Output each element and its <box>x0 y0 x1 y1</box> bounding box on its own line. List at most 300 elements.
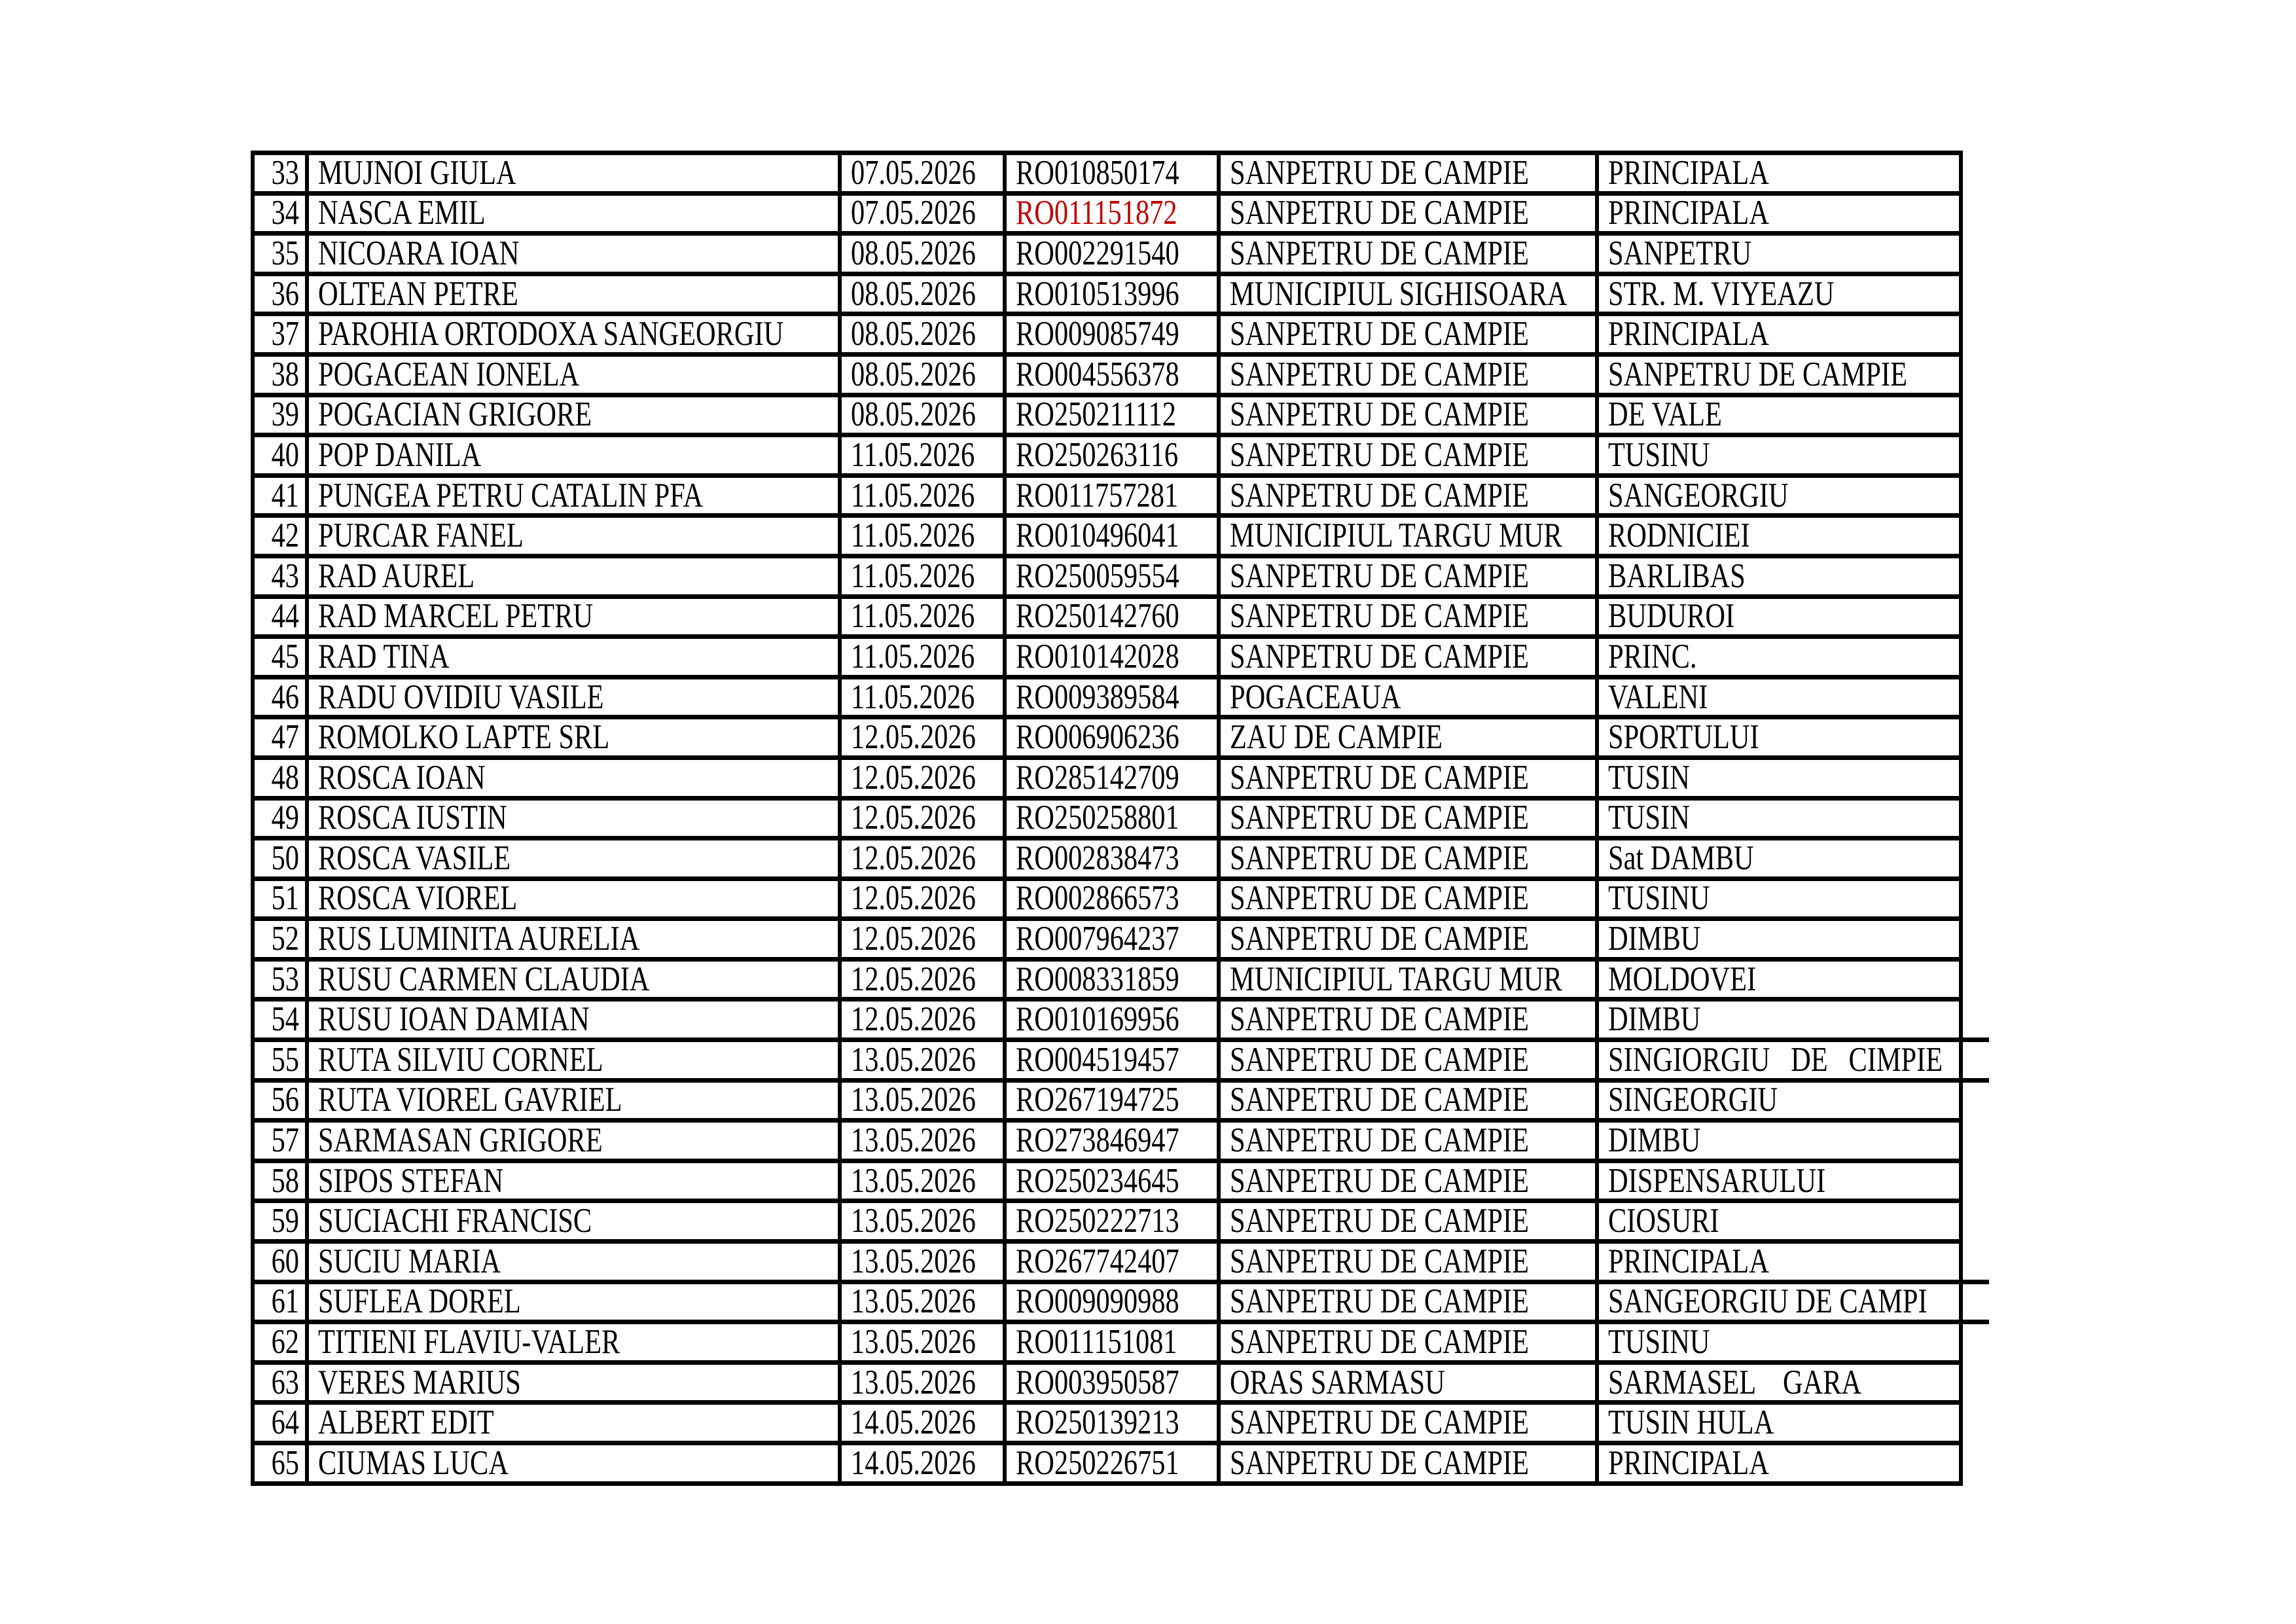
fiscal-code-cell <box>1005 274 1219 314</box>
municipality-cell <box>1219 354 1597 395</box>
table-row <box>253 1242 1961 1282</box>
fiscal-code: RO010496041 <box>1016 518 1179 554</box>
fiscal-code-cell <box>1005 1322 1219 1363</box>
street-name: BUDUROI <box>1608 599 1735 634</box>
row-number-cell <box>253 234 307 274</box>
street-cell <box>1597 677 1961 717</box>
street-name: TUSIN <box>1608 801 1690 836</box>
fiscal-code: RO250222713 <box>1016 1204 1179 1239</box>
street-name: PRINCIPALA <box>1608 317 1769 352</box>
fiscal-code: RO250139213 <box>1016 1405 1179 1441</box>
date-cell <box>840 556 1005 596</box>
fiscal-code: RO010142028 <box>1016 639 1179 674</box>
row-number-cell <box>253 193 307 234</box>
row-number-cell <box>253 1161 307 1201</box>
person-name: CIUMAS LUCA <box>318 1445 509 1481</box>
row-number: 33 <box>271 155 299 190</box>
municipality-cell <box>1219 1080 1597 1121</box>
name-cell <box>307 637 840 677</box>
name-cell <box>307 314 840 355</box>
municipality-cell <box>1219 959 1597 1000</box>
name-cell <box>307 1121 840 1161</box>
street-name: SANPETRU <box>1608 236 1752 271</box>
name-cell <box>307 757 840 798</box>
name-cell <box>307 1362 840 1403</box>
name-cell <box>307 354 840 395</box>
fiscal-code-cell <box>1005 1080 1219 1121</box>
street-name: VALENI <box>1608 679 1708 715</box>
row-number: 37 <box>271 317 299 352</box>
municipality-name: MUNICIPIUL TARGU MUR <box>1230 518 1562 554</box>
street-cell <box>1597 395 1961 435</box>
row-number-cell <box>253 798 307 839</box>
fiscal-code: RO250234645 <box>1016 1163 1179 1199</box>
date-cell <box>840 717 1005 758</box>
name-cell <box>307 1080 840 1121</box>
fiscal-code: RO007964237 <box>1016 922 1179 957</box>
street-cell <box>1597 757 1961 798</box>
date-cell <box>840 757 1005 798</box>
row-number-cell <box>253 1362 307 1403</box>
street-cell <box>1597 839 1961 879</box>
date-value: 13.05.2026 <box>851 1365 976 1400</box>
fiscal-code-cell <box>1005 556 1219 596</box>
fiscal-code-cell <box>1005 314 1219 355</box>
person-name: ROSCA VIOREL <box>318 881 518 916</box>
row-number: 64 <box>271 1405 299 1441</box>
registry-table <box>251 151 1963 1486</box>
table-row <box>253 798 1961 839</box>
person-name: RAD MARCEL PETRU <box>318 599 594 634</box>
person-name: ROMOLKO LAPTE SRL <box>318 720 610 755</box>
name-cell <box>307 919 840 960</box>
fiscal-code: RO250211112 <box>1016 397 1176 433</box>
municipality-cell <box>1219 1403 1597 1443</box>
municipality-name: SANPETRU DE CAMPIE <box>1230 760 1530 795</box>
fiscal-code-cell <box>1005 475 1219 516</box>
row-number: 65 <box>271 1445 299 1481</box>
person-name: ROSCA VASILE <box>318 840 511 876</box>
date-value: 13.05.2026 <box>851 1123 976 1159</box>
municipality-name: SANPETRU DE CAMPIE <box>1230 437 1530 473</box>
municipality-name: ZAU DE CAMPIE <box>1230 720 1443 755</box>
row-number-cell <box>253 395 307 435</box>
row-number: 41 <box>271 478 299 513</box>
street-cell <box>1597 1362 1961 1403</box>
fiscal-code-cell <box>1005 717 1219 758</box>
fiscal-code-cell <box>1005 354 1219 395</box>
street-name: DIMBU <box>1608 922 1701 957</box>
date-cell <box>840 274 1005 314</box>
fiscal-code: RO010169956 <box>1016 1002 1179 1038</box>
municipality-cell <box>1219 637 1597 677</box>
row-number: 52 <box>271 922 299 957</box>
municipality-cell <box>1219 1322 1597 1363</box>
date-value: 13.05.2026 <box>851 1325 976 1360</box>
date-value: 11.05.2026 <box>851 679 975 715</box>
table-row <box>253 839 1961 879</box>
date-cell <box>840 1121 1005 1161</box>
municipality-name: SANPETRU DE CAMPIE <box>1230 639 1530 674</box>
fiscal-code: RO250142760 <box>1016 599 1179 634</box>
date-value: 08.05.2026 <box>851 317 976 352</box>
street-cell <box>1597 1242 1961 1282</box>
date-value: 08.05.2026 <box>851 276 976 312</box>
municipality-name: SANPETRU DE CAMPIE <box>1230 1002 1530 1038</box>
fiscal-code: RO002866573 <box>1016 881 1179 916</box>
street-name: TUSIN HULA <box>1608 1405 1774 1441</box>
street-cell <box>1597 596 1961 637</box>
row-number: 53 <box>271 962 299 997</box>
row-number: 46 <box>271 679 299 715</box>
fiscal-code: RO011151872 <box>1016 196 1177 231</box>
person-name: ALBERT EDIT <box>318 1405 494 1441</box>
table-row <box>253 1362 1961 1403</box>
fiscal-code: RO285142709 <box>1016 760 1179 795</box>
date-value: 11.05.2026 <box>851 599 975 634</box>
date-cell <box>840 677 1005 717</box>
date-cell <box>840 959 1005 1000</box>
date-cell <box>840 1000 1005 1040</box>
name-cell <box>307 193 840 234</box>
name-cell <box>307 798 840 839</box>
row-number: 63 <box>271 1365 299 1400</box>
person-name: TITIENI FLAVIU-VALER <box>318 1325 620 1360</box>
table-row <box>253 153 1961 194</box>
fiscal-code: RO267194725 <box>1016 1083 1179 1118</box>
fiscal-code-cell <box>1005 596 1219 637</box>
row-number-cell <box>253 314 307 355</box>
date-cell <box>840 234 1005 274</box>
row-number: 58 <box>271 1163 299 1199</box>
municipality-name: SANPETRU DE CAMPIE <box>1230 881 1530 916</box>
street-name: SINGEORGIU <box>1608 1083 1778 1118</box>
row-number: 36 <box>271 276 299 312</box>
date-value: 11.05.2026 <box>851 478 975 513</box>
table-row <box>253 475 1961 516</box>
row-number-cell <box>253 1040 307 1081</box>
fiscal-code-cell <box>1005 1040 1219 1081</box>
row-number-cell <box>253 637 307 677</box>
date-cell <box>840 839 1005 879</box>
fiscal-code: RO250263116 <box>1016 437 1179 473</box>
name-cell <box>307 234 840 274</box>
municipality-name: SANPETRU DE CAMPIE <box>1230 1163 1530 1199</box>
municipality-cell <box>1219 757 1597 798</box>
date-cell <box>840 1443 1005 1484</box>
municipality-name: SANPETRU DE CAMPIE <box>1230 1244 1530 1279</box>
municipality-name: SANPETRU DE CAMPIE <box>1230 558 1530 594</box>
date-value: 14.05.2026 <box>851 1405 976 1441</box>
municipality-cell <box>1219 274 1597 314</box>
municipality-cell <box>1219 677 1597 717</box>
municipality-name: SANPETRU DE CAMPIE <box>1230 922 1530 957</box>
fiscal-code: RO009389584 <box>1016 679 1179 715</box>
date-value: 12.05.2026 <box>851 840 976 876</box>
fiscal-code-cell <box>1005 959 1219 1000</box>
date-value: 08.05.2026 <box>851 397 976 433</box>
municipality-name: SANPETRU DE CAMPIE <box>1230 1284 1530 1320</box>
fiscal-code: RO004556378 <box>1016 357 1179 392</box>
row-number: 35 <box>271 236 299 271</box>
date-value: 11.05.2026 <box>851 437 975 473</box>
table-row <box>253 354 1961 395</box>
person-name: OLTEAN PETRE <box>318 276 518 312</box>
date-value: 14.05.2026 <box>851 1445 976 1481</box>
street-name: DIMBU <box>1608 1002 1701 1038</box>
fiscal-code: RO250059554 <box>1016 558 1179 594</box>
person-name: RUSU IOAN DAMIAN <box>318 1002 590 1038</box>
row-number: 60 <box>271 1244 299 1279</box>
row-number-cell <box>253 878 307 919</box>
municipality-cell <box>1219 1242 1597 1282</box>
name-cell <box>307 153 840 194</box>
street-name: DISPENSARULUI <box>1608 1163 1826 1199</box>
name-cell <box>307 395 840 435</box>
date-cell <box>840 596 1005 637</box>
street-name: MOLDOVEI <box>1608 962 1757 997</box>
municipality-cell <box>1219 314 1597 355</box>
table-row <box>253 757 1961 798</box>
municipality-cell <box>1219 798 1597 839</box>
municipality-cell <box>1219 153 1597 194</box>
fiscal-code-cell <box>1005 919 1219 960</box>
date-cell <box>840 1080 1005 1121</box>
fiscal-code-cell <box>1005 677 1219 717</box>
name-cell <box>307 274 840 314</box>
municipality-name: POGACEAUA <box>1230 679 1401 715</box>
row-number: 45 <box>271 639 299 674</box>
person-name: VERES MARIUS <box>318 1365 521 1400</box>
table-row <box>253 193 1961 234</box>
row-number-cell <box>253 1121 307 1161</box>
fiscal-code: RO267742407 <box>1016 1244 1179 1279</box>
fiscal-code: RO003950587 <box>1016 1365 1179 1400</box>
fiscal-code-cell <box>1005 839 1219 879</box>
street-name: Sat DAMBU <box>1608 840 1754 876</box>
street-cell <box>1597 516 1961 556</box>
date-cell <box>840 1161 1005 1201</box>
table-row <box>253 274 1961 314</box>
table-row <box>253 516 1961 556</box>
row-number-cell <box>253 1000 307 1040</box>
row-number: 55 <box>271 1042 299 1077</box>
row-number-cell <box>253 1403 307 1443</box>
table-row <box>253 1201 1961 1242</box>
row-number-cell <box>253 757 307 798</box>
date-cell <box>840 798 1005 839</box>
fiscal-code-cell <box>1005 1121 1219 1161</box>
row-number-cell <box>253 1282 307 1322</box>
registry-table-body <box>253 153 1961 1484</box>
street-name: SARMASEL GARA <box>1608 1365 1862 1400</box>
fiscal-code: RO006906236 <box>1016 720 1179 755</box>
person-name: RUS LUMINITA AURELIA <box>318 922 640 957</box>
row-number-cell <box>253 1322 307 1363</box>
name-cell <box>307 839 840 879</box>
street-cell <box>1597 1121 1961 1161</box>
fiscal-code: RO250258801 <box>1016 801 1179 836</box>
row-number-cell <box>253 959 307 1000</box>
fiscal-code: RO002291540 <box>1016 236 1179 271</box>
fiscal-code: RO009090988 <box>1016 1284 1179 1320</box>
row-number: 57 <box>271 1123 299 1159</box>
row-number-cell <box>253 1443 307 1484</box>
date-value: 13.05.2026 <box>851 1244 976 1279</box>
date-value: 07.05.2026 <box>851 196 976 231</box>
street-name: PRINCIPALA <box>1608 155 1769 190</box>
street-name: PRINC. <box>1608 639 1697 674</box>
fiscal-code-cell <box>1005 1443 1219 1484</box>
street-cell <box>1597 1161 1961 1201</box>
table-row <box>253 1000 1961 1040</box>
date-cell <box>840 435 1005 476</box>
row-number-cell <box>253 677 307 717</box>
row-number-cell <box>253 717 307 758</box>
date-value: 13.05.2026 <box>851 1284 976 1320</box>
street-name: CIOSURI <box>1608 1204 1719 1239</box>
table-row <box>253 234 1961 274</box>
municipality-cell <box>1219 1040 1597 1081</box>
row-number: 48 <box>271 760 299 795</box>
name-cell <box>307 1040 840 1081</box>
table-row <box>253 1080 1961 1121</box>
fiscal-code-cell <box>1005 1403 1219 1443</box>
date-value: 13.05.2026 <box>851 1042 976 1077</box>
municipality-name: SANPETRU DE CAMPIE <box>1230 196 1530 231</box>
fiscal-code-cell <box>1005 1000 1219 1040</box>
row-number: 43 <box>271 558 299 594</box>
municipality-name: MUNICIPIUL SIGHISOARA <box>1230 276 1568 312</box>
date-value: 12.05.2026 <box>851 801 976 836</box>
row-number-cell <box>253 475 307 516</box>
person-name: ROSCA IOAN <box>318 760 486 795</box>
municipality-name: SANPETRU DE CAMPIE <box>1230 801 1530 836</box>
street-name: TUSIN <box>1608 760 1690 795</box>
name-cell <box>307 556 840 596</box>
table-row <box>253 1040 1961 1081</box>
fiscal-code: RO010513996 <box>1016 276 1179 312</box>
person-name: PAROHIA ORTODOXA SANGEORGIU <box>318 317 784 352</box>
date-cell <box>840 314 1005 355</box>
date-cell <box>840 878 1005 919</box>
municipality-name: MUNICIPIUL TARGU MUR <box>1230 962 1562 997</box>
street-cell <box>1597 637 1961 677</box>
municipality-name: ORAS SARMASU <box>1230 1365 1445 1400</box>
fiscal-code-cell <box>1005 1161 1219 1201</box>
municipality-name: SANPETRU DE CAMPIE <box>1230 1042 1530 1077</box>
municipality-cell <box>1219 717 1597 758</box>
person-name: RAD TINA <box>318 639 450 674</box>
name-cell <box>307 1161 840 1201</box>
municipality-cell <box>1219 1121 1597 1161</box>
date-cell <box>840 637 1005 677</box>
municipality-name: SANPETRU DE CAMPIE <box>1230 397 1530 433</box>
street-name: TUSINU <box>1608 1325 1710 1360</box>
fiscal-code-cell <box>1005 153 1219 194</box>
fiscal-code-cell <box>1005 1282 1219 1322</box>
fiscal-code-cell <box>1005 516 1219 556</box>
street-name: PRINCIPALA <box>1608 1445 1769 1481</box>
fiscal-code-cell <box>1005 395 1219 435</box>
person-name: PUNGEA PETRU CATALIN PFA <box>318 478 704 513</box>
row-number: 56 <box>271 1083 299 1118</box>
fiscal-code: RO250226751 <box>1016 1445 1179 1481</box>
table-row <box>253 677 1961 717</box>
municipality-name: SANPETRU DE CAMPIE <box>1230 840 1530 876</box>
date-value: 11.05.2026 <box>851 518 975 554</box>
date-value: 12.05.2026 <box>851 881 976 916</box>
person-name: MUJNOI GIULA <box>318 155 516 190</box>
row-number-cell <box>253 274 307 314</box>
municipality-name: SANPETRU DE CAMPIE <box>1230 317 1530 352</box>
table-row <box>253 314 1961 355</box>
municipality-name: SANPETRU DE CAMPIE <box>1230 478 1530 513</box>
street-name: DE VALE <box>1608 397 1722 433</box>
municipality-name: SANPETRU DE CAMPIE <box>1230 1123 1530 1159</box>
row-number-cell <box>253 1201 307 1242</box>
street-cell <box>1597 475 1961 516</box>
fiscal-code: RO011757281 <box>1016 478 1179 513</box>
municipality-name: SANPETRU DE CAMPIE <box>1230 155 1530 190</box>
street-name: TUSINU <box>1608 881 1710 916</box>
table-row <box>253 1403 1961 1443</box>
row-number-cell <box>253 839 307 879</box>
fiscal-code-cell <box>1005 1242 1219 1282</box>
street-name: DIMBU <box>1608 1123 1701 1159</box>
table-row <box>253 1121 1961 1161</box>
table-row <box>253 1322 1961 1363</box>
street-name: SANPETRU DE CAMPIE <box>1608 357 1908 392</box>
person-name: POGACIAN GRIGORE <box>318 397 592 433</box>
municipality-cell <box>1219 1161 1597 1201</box>
date-cell <box>840 395 1005 435</box>
person-name: SUFLEA DOREL <box>318 1284 521 1320</box>
municipality-cell <box>1219 1443 1597 1484</box>
name-cell <box>307 1000 840 1040</box>
row-number: 51 <box>271 881 299 916</box>
street-name: SANGEORGIU DE CAMPI <box>1608 1282 1928 1321</box>
municipality-name: SANPETRU DE CAMPIE <box>1230 1405 1530 1441</box>
name-cell <box>307 878 840 919</box>
fiscal-code: RO002838473 <box>1016 840 1179 876</box>
person-name: RUTA VIOREL GAVRIEL <box>318 1083 622 1118</box>
row-number-cell <box>253 556 307 596</box>
person-name: NASCA EMIL <box>318 196 486 231</box>
table-row <box>253 596 1961 637</box>
person-name: PURCAR FANEL <box>318 518 524 554</box>
table-row <box>253 1282 1961 1322</box>
municipality-name: SANPETRU DE CAMPIE <box>1230 599 1530 634</box>
name-cell <box>307 1322 840 1363</box>
street-name: PRINCIPALA <box>1608 196 1769 231</box>
date-cell <box>840 193 1005 234</box>
street-cell <box>1597 878 1961 919</box>
street-cell <box>1597 959 1961 1000</box>
street-cell <box>1597 556 1961 596</box>
name-cell <box>307 1201 840 1242</box>
municipality-cell <box>1219 475 1597 516</box>
date-value: 13.05.2026 <box>851 1083 976 1118</box>
name-cell <box>307 1242 840 1282</box>
date-value: 07.05.2026 <box>851 155 976 190</box>
row-number-cell <box>253 596 307 637</box>
date-cell <box>840 1201 1005 1242</box>
municipality-cell <box>1219 234 1597 274</box>
street-cell <box>1597 274 1961 314</box>
municipality-cell <box>1219 839 1597 879</box>
date-cell <box>840 1362 1005 1403</box>
